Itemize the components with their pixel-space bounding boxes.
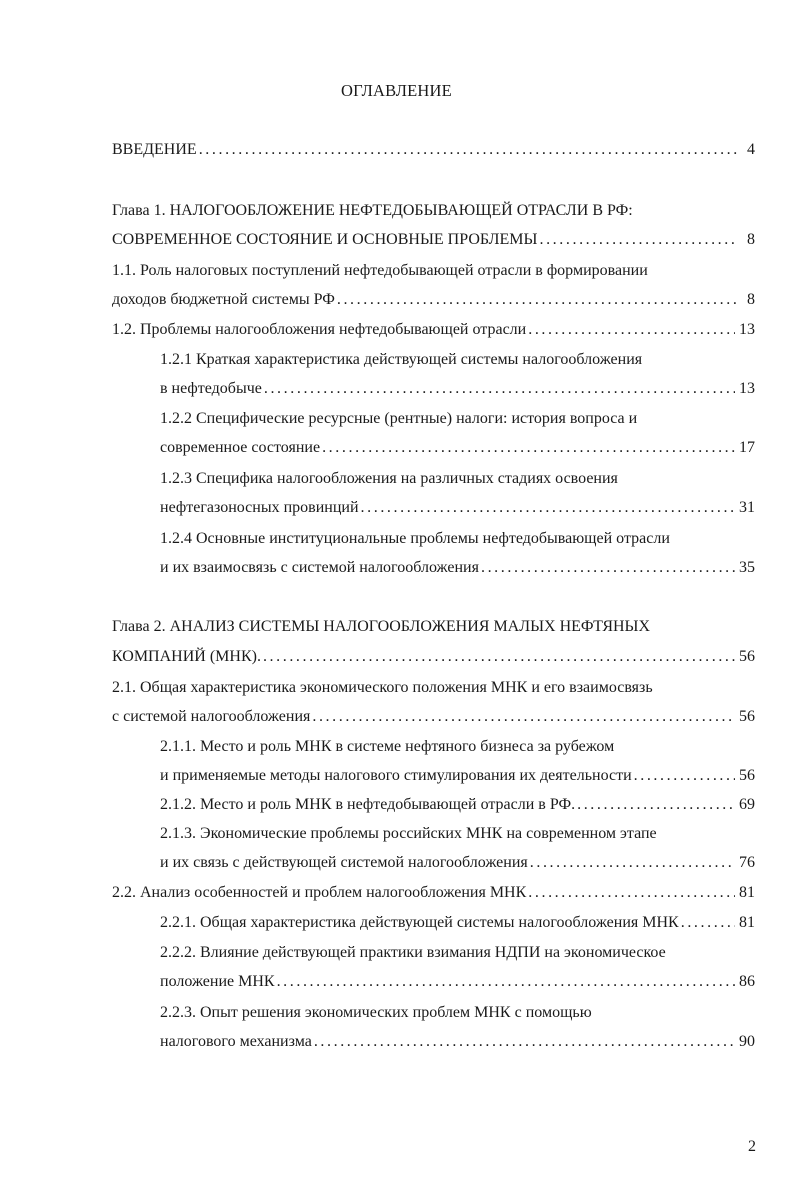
toc-entry-text: ВВЕДЕНИЕ [112, 141, 197, 158]
toc-entry-section-2-1[interactable] [112, 708, 755, 732]
toc-entry-chapter-2[interactable] [112, 648, 755, 672]
toc-page-number: 86 [739, 973, 755, 990]
toc-leader-dots [481, 559, 735, 577]
toc-page-number: 56 [739, 767, 755, 784]
toc-leader-dots [337, 291, 737, 309]
toc-chapter-1-title[interactable]: Глава 1. НАЛОГООБЛОЖЕНИЕ НЕФТЕДОБЫВАЮЩЕЙ ОТРАСЛИ В РФ: [112, 202, 633, 219]
toc-page-number: 90 [739, 1033, 755, 1050]
toc-entry-text: 1.2. Проблемы налогообложения нефтедобывающей отрасли [112, 321, 527, 338]
toc-entry-chapter-1[interactable] [112, 231, 755, 255]
toc-entry-subsection-1-2-1[interactable] [160, 380, 755, 404]
toc-page-number: 31 [739, 499, 755, 516]
toc-entry-text: 2.1.2. Место и роль МНК в нефтедобывающей отрасли в РФ. [160, 796, 576, 813]
toc-entry-subsection-2-1-1[interactable] [160, 767, 755, 791]
page-number: 2 [748, 1138, 756, 1155]
toc-leader-dots [681, 914, 735, 932]
toc-entry-text: нефтегазоносных провинций [160, 499, 359, 516]
toc-entry-subsection-2-1-2[interactable] [160, 796, 755, 820]
toc-page-number: 69 [739, 796, 755, 813]
toc-entry-text: в нефтедобыче [160, 380, 262, 397]
toc-leader-dots [264, 380, 735, 398]
toc-entry-text: налогового механизма [160, 1033, 312, 1050]
toc-leader-dots [634, 767, 735, 785]
toc-subsection-2-2-3-title[interactable]: 2.2.3. Опыт решения экономических проблем МНК с помощью [160, 1004, 592, 1021]
toc-subsection-2-1-3-title[interactable]: 2.1.3. Экономические проблемы российских МНК на современном этапе [160, 825, 657, 842]
toc-page-number: 13 [739, 380, 755, 397]
toc-entry-text: современное состояние [160, 439, 321, 456]
toc-entry-text: КОМПАНИЙ (МНК). [112, 648, 261, 665]
toc-leader-dots [322, 439, 735, 457]
toc-subsection-1-2-3-title[interactable]: 1.2.3 Специфика налогообложения на различных стадиях освоения [160, 470, 618, 487]
toc-leader-dots [577, 796, 735, 814]
toc-leader-dots [528, 884, 735, 902]
toc-page-number: 35 [739, 559, 755, 576]
toc-subsection-1-2-4-title[interactable]: 1.2.4 Основные институциональные проблемы нефтедобывающей отрасли [160, 530, 670, 547]
toc-entry-text: и применяемые методы налогового стимулирования их деятельности [160, 767, 632, 784]
toc-leader-dots [361, 499, 735, 517]
toc-entry-intro[interactable] [112, 141, 755, 165]
toc-entry-subsection-1-2-4[interactable] [160, 559, 755, 583]
toc-entry-text: положение МНК [160, 973, 275, 990]
toc-chapter-2-title[interactable]: Глава 2. АНАЛИЗ СИСТЕМЫ НАЛОГООБЛОЖЕНИЯ МАЛЫХ НЕФТЯНЫХ [112, 618, 651, 635]
toc-subsection-2-1-1-title[interactable]: 2.1.1. Место и роль МНК в системе нефтяного бизнеса за рубежом [160, 738, 615, 755]
toc-leader-dots [277, 973, 735, 991]
toc-leader-dots [312, 708, 735, 726]
toc-entry-text: доходов бюджетной системы РФ [112, 291, 335, 308]
toc-entry-text: и их взаимосвязь с системой налогообложения [160, 559, 479, 576]
toc-page-number: 8 [747, 291, 755, 308]
toc-page-number: 8 [747, 231, 755, 248]
toc-page-number: 81 [739, 914, 755, 931]
toc-entry-subsection-2-2-1[interactable] [160, 914, 755, 938]
toc-entry-subsection-2-1-3[interactable] [160, 854, 755, 878]
toc-entry-text: и их связь с действующей системой налогообложения [160, 854, 528, 871]
toc-page-number: 56 [739, 708, 755, 725]
toc-leader-dots [199, 141, 737, 159]
toc-subsection-1-2-1-title[interactable]: 1.2.1 Краткая характеристика действующей системы налогообложения [160, 351, 643, 368]
toc-page-number: 17 [739, 439, 755, 456]
toc-leader-dots [263, 648, 735, 666]
toc-page-number: 13 [739, 321, 755, 338]
toc-entry-text: СОВРЕМЕННОЕ СОСТОЯНИЕ И ОСНОВНЫЕ ПРОБЛЕМЫ [112, 231, 538, 248]
toc-subsection-2-2-2-title[interactable]: 2.2.2. Влияние действующей практики взимания НДПИ на экономическое [160, 944, 666, 961]
toc-entry-subsection-2-2-2[interactable] [160, 973, 755, 997]
toc-entry-text: 2.2.1. Общая характеристика действующей системы налогообложения МНК [160, 914, 679, 931]
toc-entry-subsection-1-2-3[interactable] [160, 499, 755, 523]
toc-leader-dots [314, 1033, 735, 1051]
toc-entry-section-1-1[interactable] [112, 291, 755, 315]
toc-page-number: 56 [739, 648, 755, 665]
toc-section-2-1-title[interactable]: 2.1. Общая характеристика экономического положения МНК и его взаимосвязь [112, 679, 653, 696]
toc-leader-dots [530, 854, 735, 872]
toc-page-number: 4 [747, 141, 755, 158]
toc-page-number: 81 [739, 884, 755, 901]
toc-entry-subsection-1-2-2[interactable] [160, 439, 755, 463]
toc-leader-dots [528, 321, 735, 339]
toc-subsection-1-2-2-title[interactable]: 1.2.2 Специфические ресурсные (рентные) налоги: история вопроса и [160, 410, 638, 427]
toc-entry-section-2-2[interactable] [112, 884, 755, 908]
toc-leader-dots [539, 231, 737, 249]
toc-entry-subsection-2-2-3[interactable] [160, 1033, 755, 1057]
toc-page-number: 76 [739, 854, 755, 871]
toc-section-1-1-title[interactable]: 1.1. Роль налоговых поступлений нефтедобывающей отрасли в формировании [112, 262, 648, 279]
toc-entry-text: с системой налогообложения [112, 708, 311, 725]
toc-entry-section-1-2[interactable] [112, 321, 755, 345]
toc-entry-text: 2.2. Анализ особенностей и проблем налогообложения МНК [112, 884, 527, 901]
page-title: ОГЛАВЛЕНИЕ [341, 81, 452, 100]
